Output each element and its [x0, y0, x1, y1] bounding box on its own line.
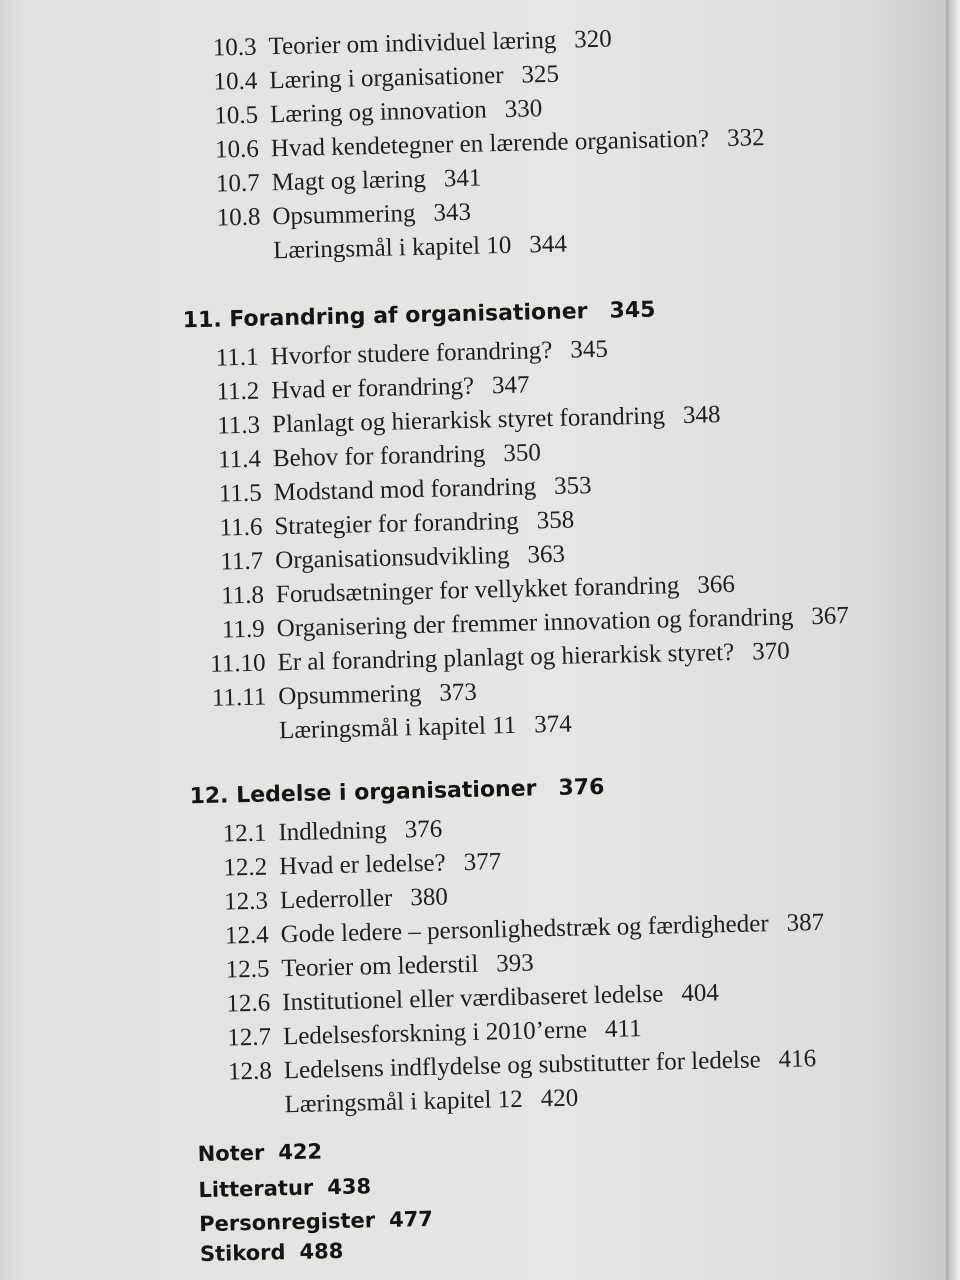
chapter-number: 12.: [189, 783, 229, 810]
section-number: 11.7: [220, 547, 264, 576]
page-number: 422: [278, 1139, 323, 1165]
page-number: 341: [443, 164, 482, 193]
toc-entry: [4, 815, 442, 855]
section-title: Læring og innovation: [269, 96, 488, 129]
chapter-heading: [189, 775, 604, 809]
section-title: Ledelsesforskning i 2010’erne: [282, 1016, 588, 1051]
back-matter-entry: [200, 1239, 344, 1266]
section-title: Strategier for forandring: [274, 507, 520, 541]
page-number: 358: [536, 506, 575, 535]
section-number: 10.6: [214, 135, 260, 164]
page-number: 373: [439, 678, 478, 707]
section-title: Organisering der fremmer innovation og forandring: [276, 603, 794, 643]
section-title: Organisationsudvikling: [274, 541, 510, 575]
section-title: Planlagt og hierarkisk styret forandring: [271, 402, 666, 439]
section-title: Behov for forandring: [272, 440, 486, 473]
back-matter-title: Personregister: [198, 1208, 376, 1237]
page-number: 438: [326, 1174, 372, 1200]
page-number: 477: [388, 1206, 434, 1232]
section-number: 12.2: [223, 853, 268, 882]
page-number: 411: [604, 1015, 642, 1043]
page-number: 344: [528, 230, 568, 259]
section-number: 11.11: [211, 683, 267, 712]
page-number: 347: [491, 371, 530, 400]
section-number: 12.8: [227, 1057, 273, 1086]
section-title: Opsummering: [278, 679, 422, 711]
section-title: Indledning: [278, 816, 388, 847]
page-number: 330: [504, 95, 543, 123]
section-title: Er al forandring planlagt og hierarkisk styret?: [277, 638, 735, 677]
section-number: 12.6: [226, 989, 271, 1018]
section-title: Læringsmål i kapitel 12: [284, 1085, 523, 1119]
section-title: Læring i organisationer: [269, 61, 504, 95]
section-number: 11.5: [218, 479, 262, 508]
section-number: 11.2: [216, 377, 260, 406]
section-title: Hvad er ledelse?: [278, 849, 447, 881]
chapter-title: Ledelse i organisationer: [235, 776, 537, 809]
section-title: Hvad er forandring?: [271, 372, 475, 405]
page-number: 387: [786, 908, 825, 937]
page-number: 332: [726, 124, 765, 152]
page-edge: [946, 0, 960, 1280]
section-number: 12.5: [225, 955, 270, 984]
toc-entry: [6, 882, 449, 922]
section-number: 10.8: [216, 203, 261, 232]
section-title: Institutionel eller værdibaseret ledelse: [281, 980, 664, 1017]
section-number: 12.1: [222, 819, 267, 848]
chapter-heading: [182, 298, 655, 334]
back-matter-title: Litteratur: [198, 1175, 314, 1203]
section-number: 10.4: [213, 67, 258, 96]
section-title: Magt og læring: [271, 165, 427, 197]
page-number: 404: [680, 979, 720, 1008]
page-number: 350: [502, 439, 542, 468]
page-number: 380: [410, 883, 449, 912]
section-number: 11.9: [221, 615, 266, 644]
page-number: 377: [463, 848, 502, 877]
page-number: 325: [521, 60, 560, 89]
section-number: 11.3: [217, 411, 261, 440]
section-number: 11.4: [217, 445, 262, 474]
section-title: Læringsmål i kapitel 11: [278, 711, 517, 745]
page-number: 348: [682, 401, 721, 429]
section-number: 11.1: [215, 343, 259, 372]
section-title: Gode ledere – personlighedstræk og færdigheder: [280, 910, 769, 949]
back-matter-entry: [197, 1139, 322, 1166]
section-title: Ledelsens indflydelse og substitutter for ledelse: [283, 1046, 761, 1085]
section-title: Modstand mod forandring: [273, 473, 537, 507]
page-number: 320: [573, 25, 613, 54]
page-number: 366: [696, 570, 736, 599]
chapter-number: 11.: [182, 307, 223, 334]
page-number: 376: [558, 774, 605, 801]
section-number: 12.3: [223, 887, 269, 916]
section-number: 10.7: [215, 169, 260, 198]
section-number: 11.10: [209, 649, 266, 678]
section-title: Forudsætninger for vellykket forandring: [275, 572, 680, 609]
page-number: 370: [751, 637, 791, 666]
page-number: 393: [495, 949, 535, 978]
section-number: 12.7: [226, 1023, 272, 1052]
page-number: 488: [299, 1238, 344, 1264]
page-number: 353: [553, 472, 592, 500]
section-number: 11.6: [219, 513, 263, 542]
page-number: 376: [404, 815, 443, 844]
section-title: Opsummering: [272, 200, 416, 231]
back-matter-title: Stikord: [199, 1240, 286, 1267]
page-number: 374: [533, 710, 573, 739]
page-number: 345: [609, 297, 656, 324]
page-number: 343: [433, 198, 472, 227]
section-title: Teorier om lederstil: [281, 950, 479, 983]
page-number: 420: [540, 1084, 579, 1113]
page-number: 345: [570, 335, 609, 364]
section-title: Teorier om individuel læring: [268, 26, 557, 61]
page-number: 416: [778, 1045, 817, 1073]
back-matter-title: Noter: [197, 1140, 265, 1167]
section-number: 10.3: [212, 33, 257, 62]
section-number: 12.4: [224, 921, 270, 950]
section-number: 11.8: [220, 581, 265, 610]
section-title: Lederroller: [279, 884, 393, 915]
page-number: 363: [527, 540, 566, 569]
section-title: Hvorfor studere forandring?: [270, 336, 553, 371]
section-title: Hvad kendetegner en lærende organisation?: [270, 125, 710, 163]
chapter-title: Forandring af organisationer: [229, 299, 588, 333]
page-number: 367: [811, 602, 850, 631]
back-matter-entry: [198, 1174, 371, 1202]
back-matter-entry: [199, 1207, 433, 1236]
section-number: 10.5: [214, 101, 259, 130]
section-title: Læringsmål i kapitel 10: [272, 231, 512, 265]
